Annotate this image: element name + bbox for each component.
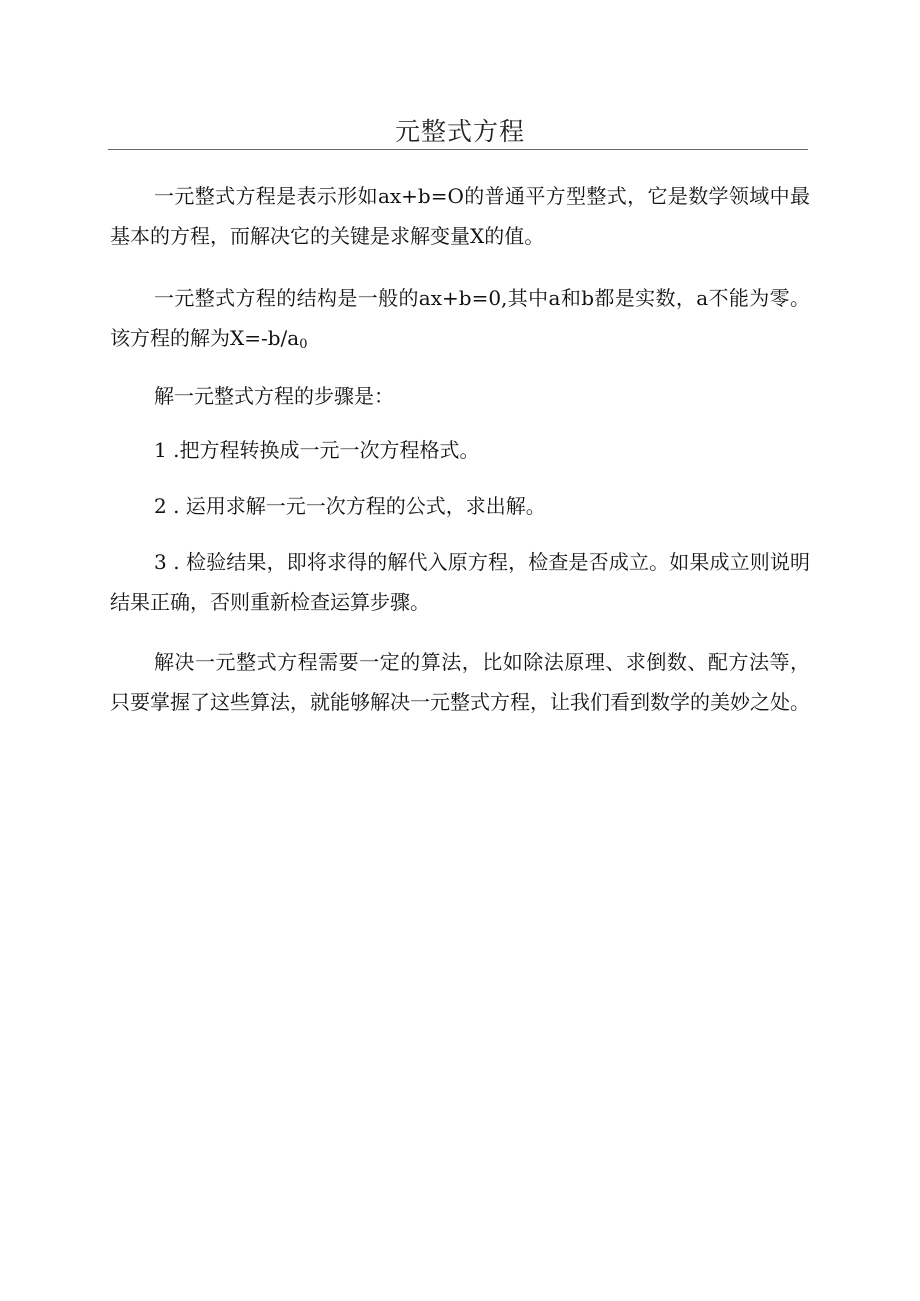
paragraph-steps-intro: 解一元整式方程的步骤是：: [154, 384, 394, 408]
paragraph-structure: [110, 278, 810, 365]
step-item-2: 2 . 运用求解一元一次方程的公式，求出解。: [154, 494, 546, 518]
document-title: 元整式方程: [394, 117, 525, 146]
formula-subscript: 0: [299, 337, 308, 352]
step-item-3: 3 . 检验结果，即将求得的解代入原方程，检查是否成立。如果成立则说明结果正确，否则重新检查运算步骤。: [110, 550, 810, 614]
title-underline: [108, 149, 808, 150]
paragraph-definition: 一元整式方程是表示形如ax+b=O的普通平方型整式，它是数学领域中最基本的方程，而解决它的关键是求解变量X的值。: [110, 184, 810, 248]
paragraph-conclusion: 解决一元整式方程需要一定的算法，比如除法原理、求倒数、配方法等，只要掌握了这些算法，就能够解决一元整式方程，让我们看到数学的美妙之处。: [110, 650, 810, 714]
step-item-1: 1 .把方程转换成一元一次方程格式。: [154, 438, 480, 462]
paragraph-structure-text: 一元整式方程的结构是一般的ax+b=0,其中a和b都是实数，a不能为零。该方程的解为X=-b∕a: [110, 286, 810, 350]
